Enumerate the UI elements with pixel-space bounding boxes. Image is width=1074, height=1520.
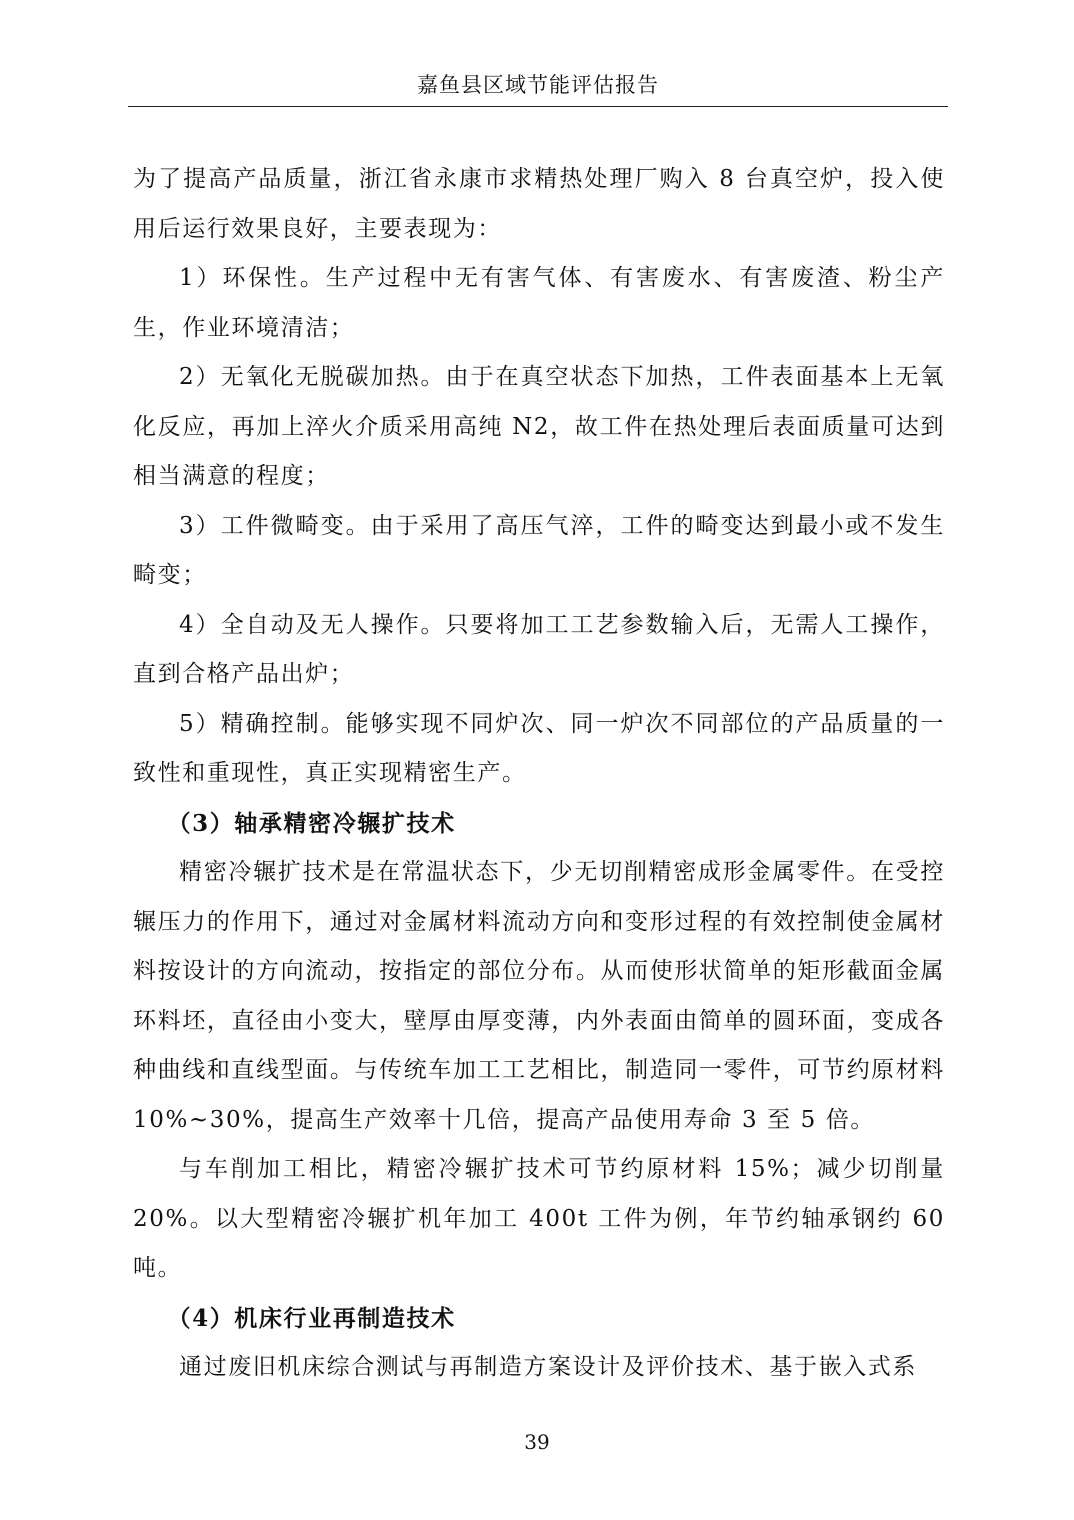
section-3-paragraph: 精密冷辗扩技术是在常温状态下，少无切削精密成形金属零件。在受控辗压力的作用下，通过对金属材料流动方向和变形过程的有效控制使金属材料按设计的方向流动，按指定的部位分布。从而使形状简单的矩形截面金属环料坯，直径由小变大，壁厚由厚变薄，内外表面由简单的圆环面，变成各种曲线和直线型面。与传统车加工工艺相比，制造同一零件，可节约原材料 10%~30%，提高生产效率十几倍，提高产品使用寿命 3 至 5 倍。 — [133, 859, 945, 1133]
list-item-2: 2）无氧化无脱碳加热。由于在真空状态下加热，工件表面基本上无氧化反应，再加上淬火介质采用高纯 N2，故工件在热处理后表面质量可达到相当满意的程度； — [133, 364, 945, 489]
section-3-paragraph: 与车削加工相比，精密冷辗扩技术可节约原材料 15%；减少切削量 20%。以大型精密冷辗扩机年加工 400t 工件为例，年节约轴承钢约 60 吨。 — [133, 1156, 945, 1281]
page-body — [133, 155, 945, 1393]
page-number: 39 — [524, 1430, 550, 1454]
list-item-1: 1）环保性。生产过程中无有害气体、有害废水、有害废渣、粉尘产生，作业环境清洁； — [133, 265, 945, 341]
section-heading-4: （4）机床行业再制造技术 — [167, 1304, 456, 1332]
list-item-4: 4）全自动及无人操作。只要将加工工艺参数输入后，无需人工操作，直到合格产品出炉； — [133, 611, 945, 687]
list-item-3: 3）工件微畸变。由于采用了高压气淬，工件的畸变达到最小或不发生畸变； — [133, 512, 945, 588]
list-item-5: 5）精确控制。能够实现不同炉次、同一炉次不同部位的产品质量的一致性和重现性，真正实现精密生产。 — [133, 710, 945, 786]
body-paragraph: 为了提高产品质量，浙江省永康市求精热处理厂购入 8 台真空炉，投入使用后运行效果良好，主要表现为： — [133, 166, 945, 242]
section-heading-3: （3）轴承精密冷辗扩技术 — [167, 809, 456, 837]
running-header: 嘉鱼县区域节能评估报告 — [417, 73, 659, 97]
section-4-paragraph: 通过废旧机床综合测试与再制造方案设计及评价技术、基于嵌入式系 — [179, 1354, 917, 1380]
header-rule — [128, 106, 948, 107]
